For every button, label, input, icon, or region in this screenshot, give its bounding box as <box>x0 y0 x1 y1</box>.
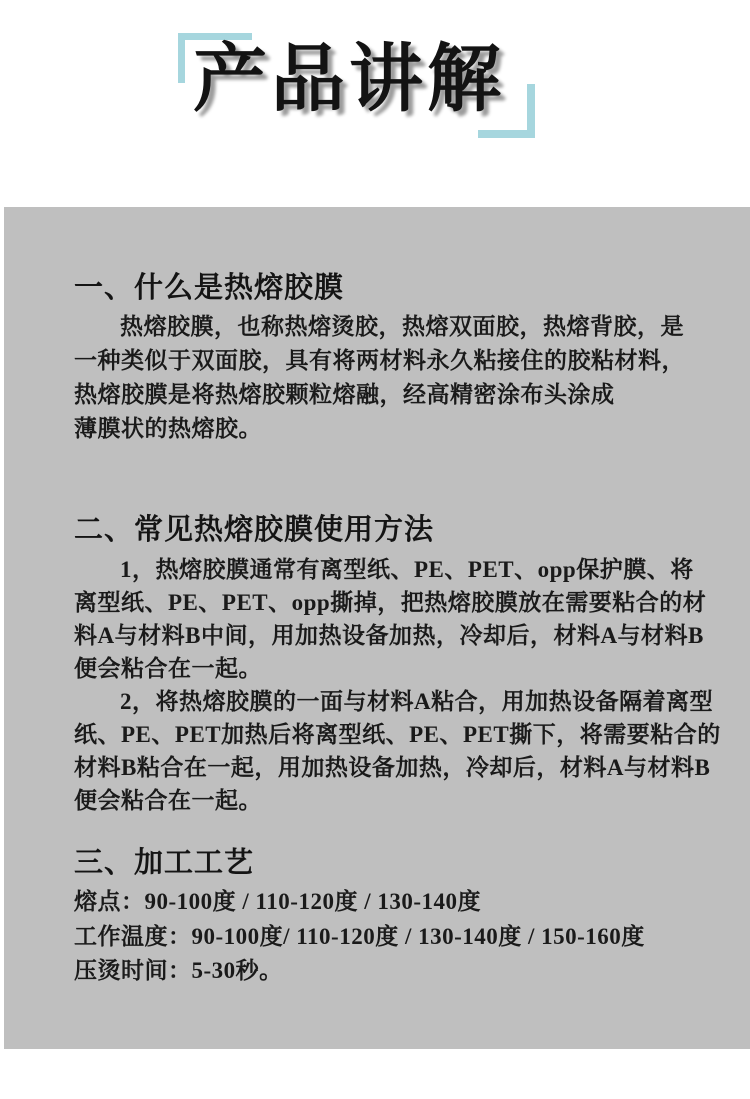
paragraph-line: 1，热熔胶膜通常有离型纸、PE、PET、opp保护膜、将 <box>120 557 694 582</box>
paragraph-line: 热熔胶膜是将热熔胶颗粒熔融，经高精密涂布头涂成 <box>74 382 615 407</box>
paragraph-line: 热熔胶膜，也称热熔烫胶，热熔双面胶，热熔背胶，是 <box>120 314 684 339</box>
section-1-paragraph <box>74 310 710 446</box>
paragraph-line: 离型纸、PE、PET、opp撕掉，把热熔胶膜放在需要粘合的材 <box>74 590 707 615</box>
paragraph-line: 纸、PE、PET加热后将离型纸、PE、PET撕下，将需要粘合的 <box>74 722 721 747</box>
section-3-specs <box>74 885 710 989</box>
section-2-heading: 二、常见热熔胶膜使用方法 <box>74 514 435 546</box>
section-1-heading: 一、什么是热熔胶膜 <box>74 272 345 304</box>
section-3-heading: 三、加工工艺 <box>74 847 255 879</box>
page-title: 产品讲解 <box>193 37 505 120</box>
content-panel <box>4 207 750 1049</box>
section-2-paragraph-1 <box>74 553 710 685</box>
paragraph-line: 薄膜状的热熔胶。 <box>74 416 262 441</box>
spec-line-press-time: 压烫时间：5-30秒。 <box>74 958 283 983</box>
spec-line-melting-point: 熔点：90-100度 / 110-120度 / 130-140度 <box>74 889 481 914</box>
paragraph-line: 料A与材料B中间，用加热设备加热，冷却后，材料A与材料B <box>74 623 704 648</box>
paragraph-line: 2，将热熔胶膜的一面与材料A粘合，用加热设备隔着离型 <box>120 689 714 714</box>
paragraph-line: 便会粘合在一起。 <box>74 656 262 681</box>
paragraph-line: 一种类似于双面胶，具有将两材料永久粘接住的胶粘材料， <box>74 348 685 373</box>
paragraph-line: 便会粘合在一起。 <box>74 788 262 813</box>
spec-line-working-temperature: 工作温度：90-100度/ 110-120度 / 130-140度 / 150-160度 <box>74 923 645 949</box>
section-2-paragraph-2 <box>74 685 721 817</box>
paragraph-line: 材料B粘合在一起，用加热设备加热，冷却后，材料A与材料B <box>74 755 711 780</box>
